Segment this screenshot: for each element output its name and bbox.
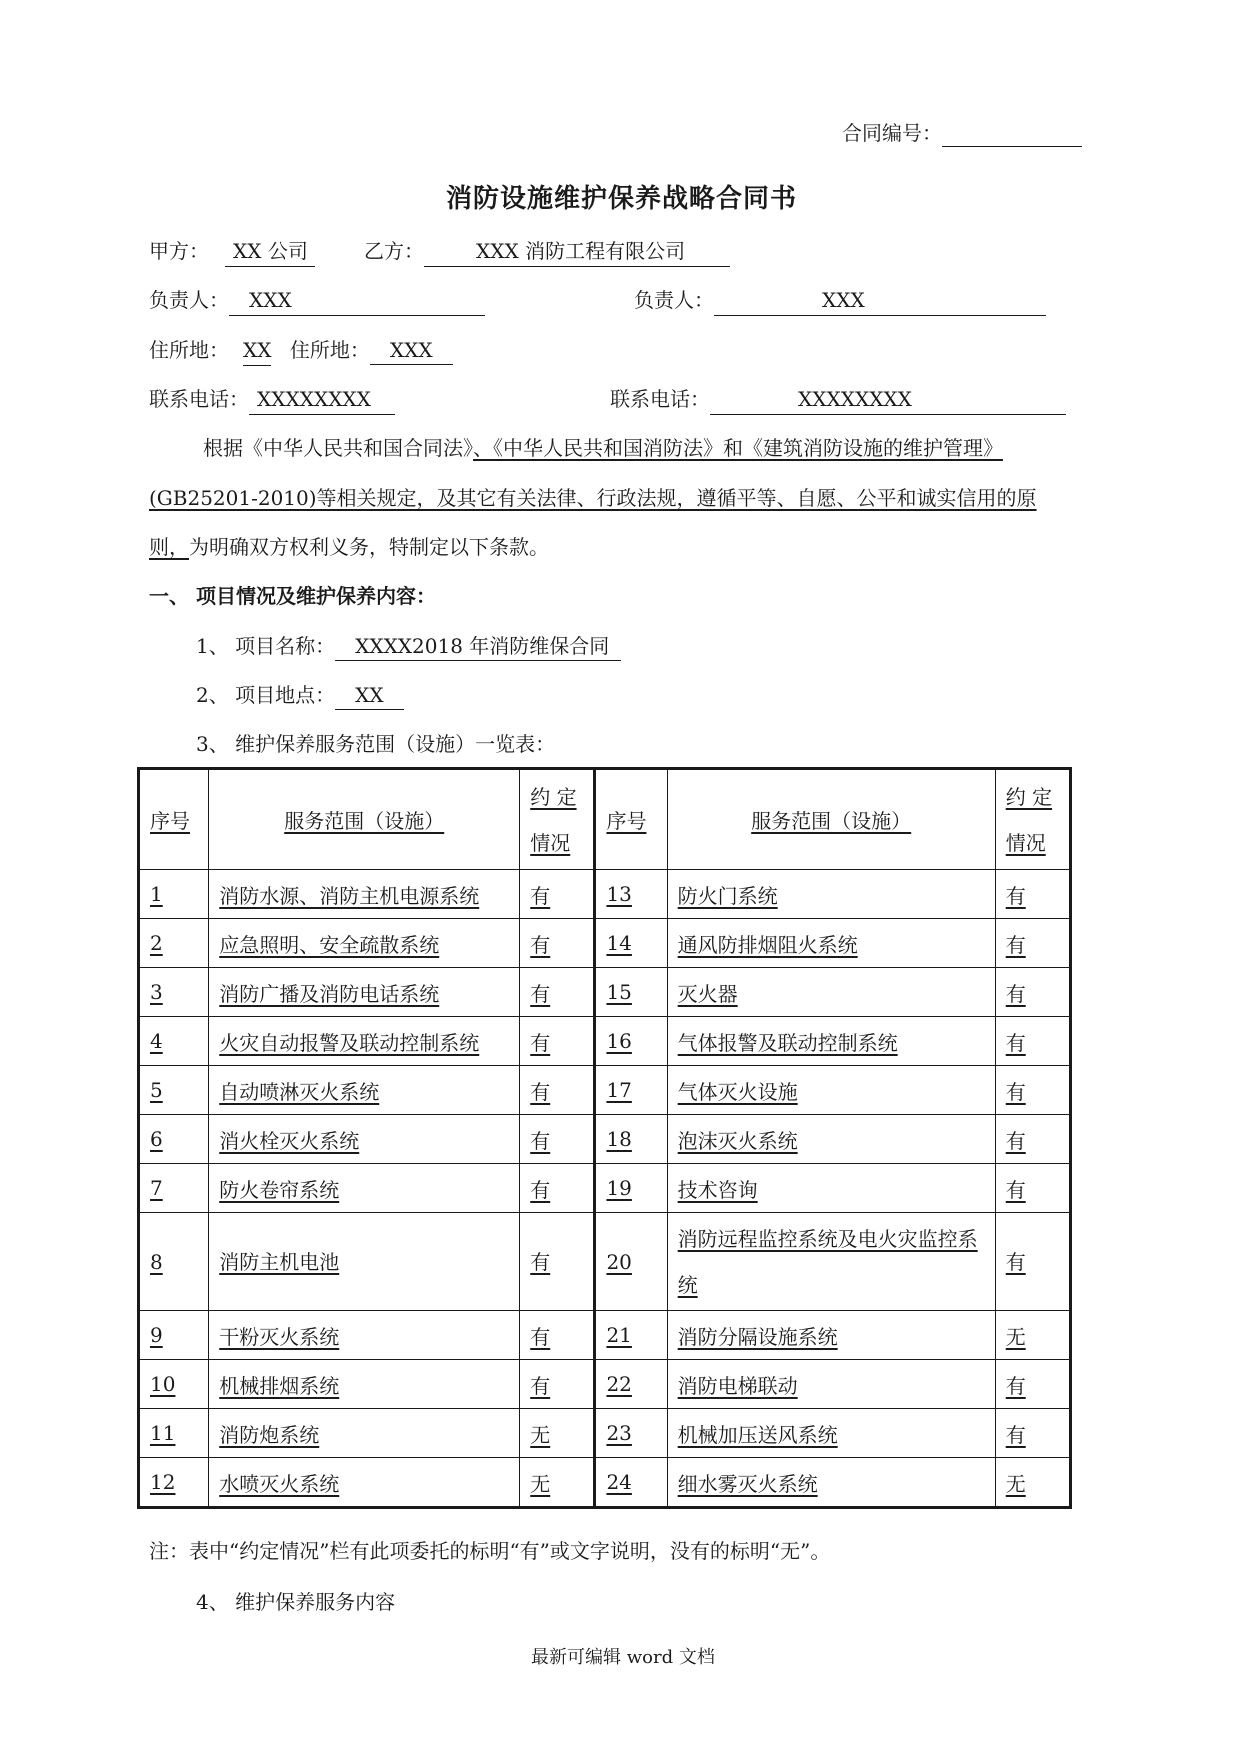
phone-b-label: 联系电话： [610, 387, 710, 411]
left-scope: 消防炮系统 [209, 1409, 520, 1458]
left-no: 8 [139, 1213, 209, 1311]
right-no: 20 [595, 1213, 667, 1311]
right-scope: 消防电梯联动 [667, 1360, 995, 1409]
section-1-heading: 一、 项目情况及维护保养内容： [149, 584, 436, 608]
intro-line-3b: 为明确双方权利义务，特制定以下条款。 [189, 535, 549, 559]
party-b-label: 乙方： [364, 239, 424, 263]
right-status: 有 [995, 968, 1070, 1017]
left-status: 有 [520, 1115, 595, 1164]
address-a-label: 住所地： [149, 338, 229, 362]
left-scope: 消防主机电池 [209, 1213, 520, 1311]
responsible-b-label: 负责人： [634, 288, 714, 312]
left-no: 4 [139, 1017, 209, 1066]
right-no: 16 [595, 1017, 667, 1066]
contract-number-blank [942, 124, 1082, 147]
right-scope: 通风防排烟阻火系统 [667, 919, 995, 968]
left-scope: 机械排烟系统 [209, 1360, 520, 1409]
right-no: 18 [595, 1115, 667, 1164]
table-row [139, 1017, 1071, 1066]
left-scope: 水喷灭火系统 [209, 1458, 520, 1508]
table-note: 注：表中“约定情况”栏有此项委托的标明“有”或文字说明，没有的标明“无”。 [149, 1539, 831, 1563]
contract-number-label: 合同编号： [842, 121, 942, 145]
left-status: 有 [520, 919, 595, 968]
header-scope-right: 服务范围（设施） [667, 769, 995, 870]
left-no: 10 [139, 1360, 209, 1409]
address-row [149, 336, 453, 366]
right-status: 有 [995, 870, 1070, 919]
header-agreed-right-2: 情况 [1005, 830, 1046, 855]
intro-line-3a: 则， [149, 535, 189, 559]
service-scope-table [137, 767, 1072, 1509]
responsible-a-row [149, 286, 485, 316]
left-no: 7 [139, 1164, 209, 1213]
left-scope: 消防水源、消防主机电源系统 [209, 870, 520, 919]
right-scope: 防火门系统 [667, 870, 995, 919]
left-no: 2 [139, 919, 209, 968]
right-no: 15 [595, 968, 667, 1017]
intro-line-1a: 根据《中华人民共和国合同法》 [203, 436, 473, 460]
left-status: 有 [520, 1164, 595, 1213]
phone-b-value: XXXXXXXX [710, 385, 1066, 415]
left-status: 有 [520, 1066, 595, 1115]
responsible-a-label: 负责人： [149, 288, 229, 312]
address-b-label: 住所地： [289, 338, 370, 362]
phone-a-value: XXXXXXXX [249, 385, 395, 415]
right-scope: 气体灭火设施 [667, 1066, 995, 1115]
left-status: 有 [520, 870, 595, 919]
header-agreed-right-1: 约 定 [1005, 784, 1053, 809]
header-agreed-left-2: 情况 [530, 830, 571, 855]
right-status: 有 [995, 1409, 1070, 1458]
right-no: 14 [595, 919, 667, 968]
item-1-row [196, 632, 621, 661]
right-no: 24 [595, 1458, 667, 1508]
item-1-value: XXXX2018 年消防维保合同 [335, 632, 621, 661]
table-row [139, 1066, 1071, 1115]
phone-a-label: 联系电话： [149, 387, 249, 411]
right-status: 有 [995, 1164, 1070, 1213]
right-no: 19 [595, 1164, 667, 1213]
header-no-left: 序号 [139, 769, 209, 870]
address-a-value: XX [243, 336, 271, 366]
left-no: 5 [139, 1066, 209, 1115]
left-scope: 消火栓灭火系统 [209, 1115, 520, 1164]
table-row [139, 870, 1071, 919]
left-status: 有 [520, 1017, 595, 1066]
header-agreed-right [995, 769, 1070, 870]
header-agreed-left-1: 约 定 [530, 784, 577, 809]
intro-line-3 [149, 533, 549, 561]
party-b-value: XXX 消防工程有限公司 [424, 237, 730, 267]
right-status: 有 [995, 919, 1070, 968]
left-no: 11 [139, 1409, 209, 1458]
left-no: 6 [139, 1115, 209, 1164]
table-row [139, 919, 1071, 968]
left-no: 1 [139, 870, 209, 919]
left-status: 无 [520, 1458, 595, 1508]
item-2-label: 2、 项目地点： [196, 683, 336, 707]
table-header-row [139, 769, 1071, 870]
right-scope: 泡沫灭火系统 [667, 1115, 995, 1164]
right-scope: 细水雾灭火系统 [667, 1458, 995, 1508]
left-no: 12 [139, 1458, 209, 1508]
table-row [139, 1311, 1071, 1360]
right-scope: 气体报警及联动控制系统 [667, 1017, 995, 1066]
header-scope-left: 服务范围（设施） [209, 769, 520, 870]
right-scope: 机械加压送风系统 [667, 1409, 995, 1458]
party-b-row [364, 237, 730, 267]
party-a-label: 甲方： [149, 239, 209, 263]
right-scope: 灭火器 [667, 968, 995, 1017]
item-4-heading: 4、 维护保养服务内容 [196, 1590, 396, 1614]
right-status: 有 [995, 1115, 1070, 1164]
contract-number-row [842, 119, 1082, 147]
party-a-value: XX 公司 [225, 237, 315, 267]
item-3-heading: 3、 维护保养服务范围（设施）一览表： [196, 732, 556, 756]
responsible-b-row [634, 286, 1046, 316]
left-no: 3 [139, 968, 209, 1017]
item-1-label: 1、 项目名称： [196, 634, 336, 658]
address-b-value: XXX [370, 336, 453, 365]
item-2-value: XX [335, 681, 403, 710]
left-scope: 防火卷帘系统 [209, 1164, 520, 1213]
right-scope: 消防分隔设施系统 [667, 1311, 995, 1360]
left-scope: 自动喷淋灭火系统 [209, 1066, 520, 1115]
right-no: 22 [595, 1360, 667, 1409]
table-row [139, 1213, 1071, 1311]
page-footer: 最新可编辑 word 文档 [531, 1647, 715, 1668]
intro-line-2: (GB25201-2010)等相关规定，及其它有关法律、行政法规，遵循平等、自愿、公平和诚实信用的原 [149, 486, 1037, 510]
right-scope: 技术咨询 [667, 1164, 995, 1213]
intro-line-1 [203, 434, 1003, 462]
right-scope: 消防远程监控系统及电火灾监控系统 [667, 1213, 995, 1311]
right-status: 有 [995, 1213, 1070, 1311]
left-scope: 火灾自动报警及联动控制系统 [209, 1017, 520, 1066]
table-row [139, 1360, 1071, 1409]
right-status: 无 [995, 1458, 1070, 1508]
right-status: 有 [995, 1360, 1070, 1409]
right-no: 23 [595, 1409, 667, 1458]
phone-a-row [149, 385, 395, 415]
right-status: 有 [995, 1066, 1070, 1115]
phone-b-row [610, 385, 1066, 415]
table-row [139, 968, 1071, 1017]
left-scope: 消防广播及消防电话系统 [209, 968, 520, 1017]
intro-line-1b: 、《中华人民共和国消防法》和《建筑消防设施的维护管理》 [473, 436, 1003, 460]
right-no: 21 [595, 1311, 667, 1360]
left-status: 无 [520, 1409, 595, 1458]
left-status: 有 [520, 1213, 595, 1311]
left-no: 9 [139, 1311, 209, 1360]
left-status: 有 [520, 968, 595, 1017]
responsible-b-value: XXX [714, 286, 1046, 316]
party-a-row [149, 237, 315, 267]
document-title: 消防设施维护保养战略合同书 [446, 184, 798, 214]
left-status: 有 [520, 1311, 595, 1360]
right-status: 有 [995, 1017, 1070, 1066]
right-no: 17 [595, 1066, 667, 1115]
responsible-a-value: XXX [229, 286, 485, 316]
table-row [139, 1164, 1071, 1213]
header-no-right: 序号 [595, 769, 667, 870]
left-scope: 干粉灭火系统 [209, 1311, 520, 1360]
left-status: 有 [520, 1360, 595, 1409]
table-row [139, 1409, 1071, 1458]
item-2-row [196, 681, 404, 710]
table-row [139, 1115, 1071, 1164]
right-no: 13 [595, 870, 667, 919]
left-scope: 应急照明、安全疏散系统 [209, 919, 520, 968]
header-agreed-left [520, 769, 595, 870]
table-row [139, 1458, 1071, 1508]
right-status: 无 [995, 1311, 1070, 1360]
